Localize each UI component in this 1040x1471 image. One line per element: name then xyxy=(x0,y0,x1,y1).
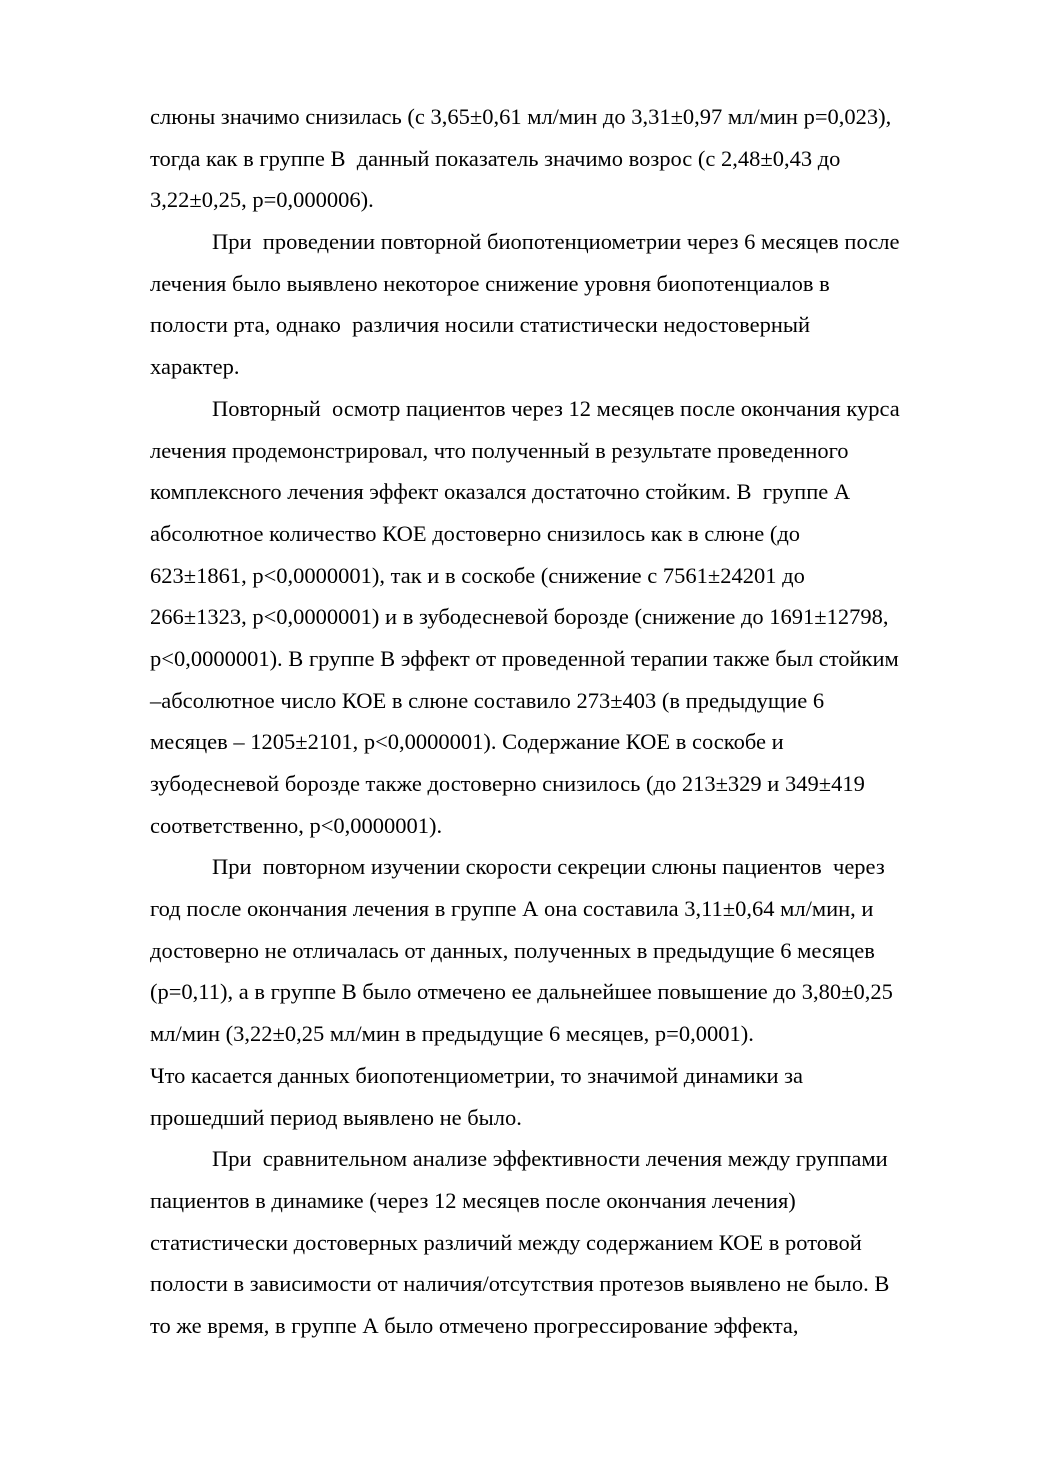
text-line: достоверно не отличалась от данных, полученных в предыдущие 6 месяцев xyxy=(150,937,875,963)
text-line: полости рта, однако различия носили статистически недостоверный xyxy=(150,312,811,338)
text-line: то же время, в группе А было отмечено прогрессирование эффекта, xyxy=(150,1312,799,1338)
text-line: полости в зависимости от наличия/отсутствия протезов выявлено не было. В xyxy=(150,1271,890,1297)
text-line: комплексного лечения эффект оказался достаточно стойким. В группе А xyxy=(150,479,851,505)
text-line: лечения продемонстрировал, что полученный в результате проведенного xyxy=(150,437,849,463)
text-line: При проведении повторной биопотенциометрии через 6 месяцев после xyxy=(212,229,900,255)
text-line: 623±1861, p<0,0000001), так и в соскобе (снижение с 7561±24201 до xyxy=(150,562,805,588)
text-line: пациентов в динамике (через 12 месяцев после окончания лечения) xyxy=(150,1187,796,1213)
document-body-text xyxy=(150,96,972,1347)
text-line: месяцев – 1205±2101, p<0,0000001). Содержание КОЕ в соскобе и xyxy=(150,729,784,755)
text-line: Что касается данных биопотенциометрии, то значимой динамики за xyxy=(150,1062,804,1088)
text-line: год после окончания лечения в группе А она составила 3,11±0,64 мл/мин, и xyxy=(150,896,874,922)
text-line: p<0,0000001). В группе В эффект от проведенной терапии также был стойким xyxy=(150,645,899,671)
text-line: зубодесневой борозде также достоверно снизилось (до 213±329 и 349±419 xyxy=(150,771,865,796)
text-line: абсолютное количество КОЕ достоверно снизилось как в слюне (до xyxy=(150,520,801,546)
text-line: 266±1323, p<0,0000001) и в зубодесневой борозде (снижение до 1691±12798, xyxy=(150,604,889,630)
text-line: 3,22±0,25, р=0,000006). xyxy=(150,187,374,213)
text-line: –абсолютное число КОЕ в слюне составило 273±403 (в предыдущие 6 xyxy=(150,687,825,713)
text-line: тогда как в группе В данный показатель значимо возрос (с 2,48±0,43 до xyxy=(150,145,841,171)
text-line: прошедший период выявлено не было. xyxy=(150,1104,522,1130)
text-line: характер. xyxy=(150,354,240,380)
text-line: мл/мин (3,22±0,25 мл/мин в предыдущие 6 месяцев, р=0,0001). xyxy=(150,1021,754,1047)
text-line: При сравнительном анализе эффективности лечения между группами xyxy=(212,1146,888,1172)
text-line: статистически достоверных различий между содержанием КОЕ в ротовой xyxy=(150,1229,862,1255)
text-line: соответственно, p<0,0000001). xyxy=(150,812,443,838)
text-line: (p=0,11), а в группе В было отмечено ее дальнейшее повышение до 3,80±0,25 xyxy=(150,979,893,1005)
text-line: слюны значимо снизилась (с 3,65±0,61 мл/мин до 3,31±0,97 мл/мин р=0,023), xyxy=(150,104,892,129)
text-line: Повторный осмотр пациентов через 12 месяцев после окончания курса xyxy=(212,395,900,421)
text-line: При повторном изучении скорости секреции слюны пациентов через xyxy=(212,854,885,880)
text-line: лечения было выявлено некоторое снижение уровня биопотенциалов в xyxy=(150,270,830,296)
